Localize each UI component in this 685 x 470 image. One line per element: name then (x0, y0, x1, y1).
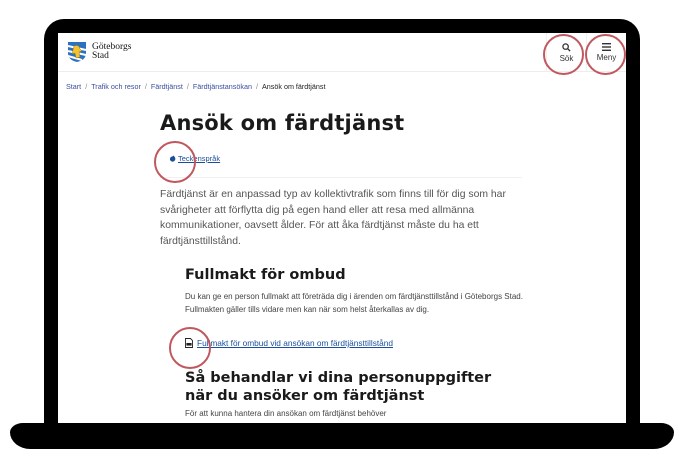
sign-language-link[interactable] (169, 154, 220, 163)
heading-fullmakt: Fullmakt för ombud (185, 267, 346, 283)
intro-paragraph: Färdtjänst är en anpassad typ av kollektivtrafik som finns till för dig som har svårigheter att förflytta dig på egen hand eller att resa med allmänna kommunikationer, oavsett ålder. För att åka färdtjänst måste du ha ett färdtjänsttillstånd. (160, 189, 506, 247)
page-title: Ansök om färdtjänst (160, 111, 405, 135)
breadcrumb-separator: / (144, 82, 147, 91)
fullmakt-paragraph: Du kan ge en person fullmakt att företräda dig i ärenden om färdtjänsttillstånd i Göteborgs Stad. Fullmakten gäller tills vidare men kan när som helst återkallas av dig. (185, 292, 523, 314)
site-logo[interactable] (67, 41, 131, 63)
personuppgifter-paragraph: För att kunna hantera din ansökan om färdtjänst behöver (185, 409, 387, 418)
breadcrumb-trafik-och-resor[interactable]: Trafik och resor (91, 82, 141, 91)
breadcrumb-separator: / (255, 82, 258, 91)
breadcrumb (66, 82, 326, 91)
menu-label: Meny (596, 53, 617, 62)
section-divider (160, 177, 522, 178)
browser-viewport (58, 33, 626, 423)
sign-language-label: Teckenspråk (178, 154, 221, 163)
search-label: Sök (559, 53, 574, 63)
breadcrumb-separator: / (85, 82, 88, 91)
sign-language-hand-icon (169, 155, 176, 162)
logo-line-1: Göteborgs (92, 41, 132, 52)
breadcrumb-current: Ansök om färdtjänst (261, 82, 326, 91)
search-icon (562, 43, 571, 52)
heading-personuppgifter: Så behandlar vi dina personuppgifter när du ansöker om färdtjänst (185, 370, 492, 404)
laptop-base (10, 423, 674, 449)
fullmakt-pdf-link[interactable] (185, 338, 393, 348)
pdf-file-icon (185, 338, 193, 348)
hamburger-icon (602, 43, 611, 51)
site-header (58, 33, 626, 72)
breadcrumb-separator: / (186, 82, 189, 91)
coat-of-arms-icon (67, 41, 87, 63)
menu-button[interactable] (586, 33, 626, 72)
breadcrumb-fardtjanst[interactable]: Färdtjänst (150, 82, 183, 91)
breadcrumb-fardtjanstansokan[interactable]: Färdtjänstansökan (192, 82, 252, 91)
logo-line-2: Stad (92, 51, 109, 61)
breadcrumb-start[interactable]: Start (66, 82, 82, 91)
fullmakt-pdf-label: Fullmakt för ombud vid ansökan om färdtjänsttillstånd (197, 338, 393, 348)
search-button[interactable] (546, 33, 586, 72)
